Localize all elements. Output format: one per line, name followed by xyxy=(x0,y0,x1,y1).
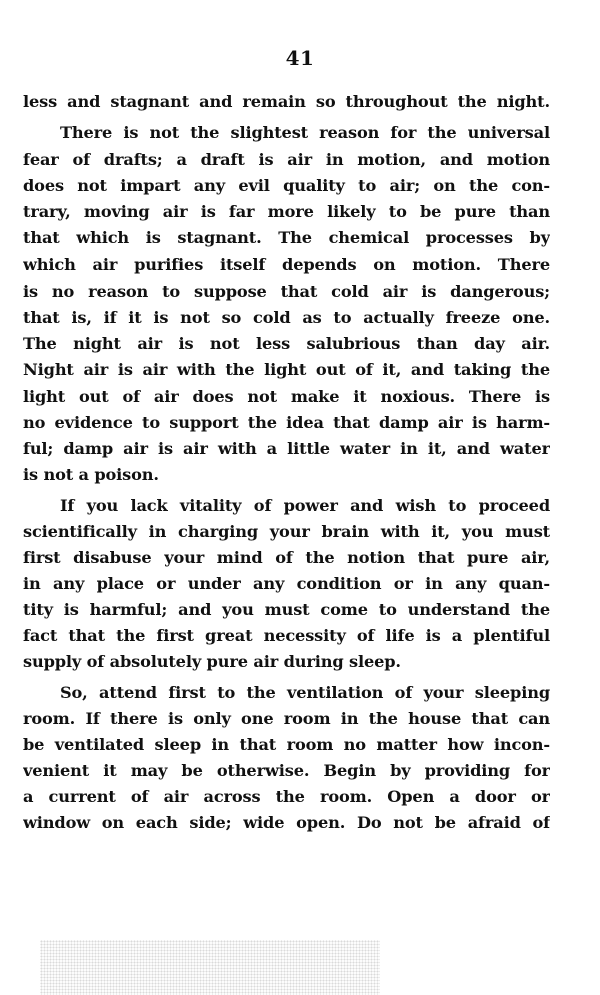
text-line: trary, moving air is far more likely to be pure than xyxy=(23,202,550,221)
text-line: scientifically in charging your brain with it, you must xyxy=(23,522,550,541)
text-line: is not a poison. xyxy=(23,465,159,484)
text-line: be ventilated sleep in that room no matter how incon- xyxy=(23,735,550,754)
text-line: The night air is not less salubrious than day air. xyxy=(23,334,550,353)
text-line: is no reason to suppose that cold air is dangerous; xyxy=(23,282,550,301)
text-line: a current of air across the room. Open a door or xyxy=(23,787,550,806)
text-line: does not impart any evil quality to air; on the con- xyxy=(23,176,550,195)
text-line: venient it may be otherwise. Begin by providing for xyxy=(23,761,550,780)
text-line: If you lack vitality of power and wish to proceed xyxy=(60,496,550,515)
text-line: that which is stagnant. The chemical processes by xyxy=(23,228,550,247)
text-line: fact that the first great necessity of life is a plentiful xyxy=(23,626,550,645)
text-line: room. If there is only one room in the house that can xyxy=(23,709,550,728)
page-number: 41 xyxy=(285,46,315,70)
text-line: There is not the slightest reason for the universal xyxy=(60,123,550,142)
text-line: no evidence to support the idea that damp air is harm- xyxy=(23,413,550,432)
scan-artifact xyxy=(40,940,380,995)
text-line: supply of absolutely pure air during sleep. xyxy=(23,652,401,671)
text-line: first disabuse your mind of the notion that pure air, xyxy=(23,548,550,567)
text-line: Night air is air with the light out of it, and taking the xyxy=(23,360,550,379)
text-line: tity is harmful; and you must come to understand the xyxy=(23,600,550,619)
text-line: which air purifies itself depends on motion. There xyxy=(23,255,550,274)
text-line: So, attend first to the ventilation of your sleeping xyxy=(60,683,550,702)
text-line: ful; damp air is air with a little water in it, and water xyxy=(23,439,550,458)
text-line: light out of air does not make it noxious. There is xyxy=(23,387,550,406)
text-line: fear of drafts; a draft is air in motion, and motion xyxy=(23,150,550,169)
text-line: window on each side; wide open. Do not be afraid of xyxy=(23,813,550,832)
text-line: in any place or under any condition or in any quan- xyxy=(23,574,550,593)
text-line: that is, if it is not so cold as to actually freeze one. xyxy=(23,308,550,327)
text-line: less and stagnant and remain so throughout the night. xyxy=(23,92,550,111)
